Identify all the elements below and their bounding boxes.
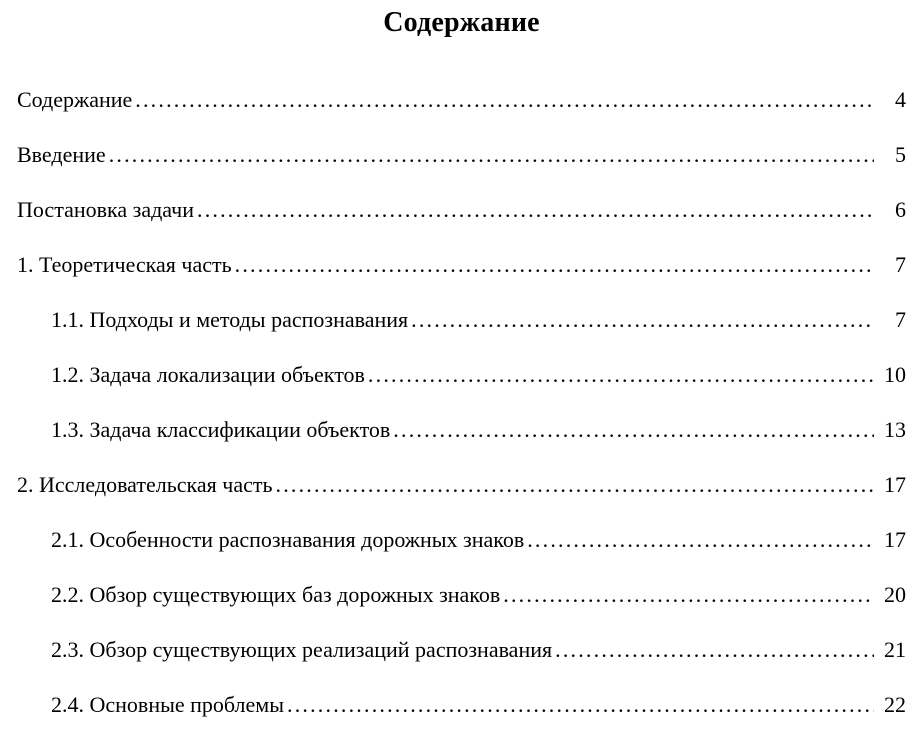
toc-leader-dots xyxy=(555,622,874,677)
toc-entry[interactable] xyxy=(17,402,906,457)
toc-leader-dots xyxy=(393,402,874,457)
toc-page-number: 7 xyxy=(895,307,906,332)
toc-entry[interactable] xyxy=(17,182,906,237)
toc-leader-dots xyxy=(109,127,874,182)
toc-entry[interactable] xyxy=(17,237,906,292)
toc-page-number: 10 xyxy=(884,362,906,387)
toc-page-number: 7 xyxy=(895,252,906,277)
toc-leader-dots xyxy=(135,72,874,127)
toc-leader-dots xyxy=(411,292,874,347)
toc-leader-dots xyxy=(197,182,874,237)
toc-entry[interactable] xyxy=(17,347,906,402)
toc-entry-label: Содержание xyxy=(17,87,133,112)
toc-entry-label: 2.2. Обзор существующих баз дорожных знаков xyxy=(51,582,501,607)
toc-leader-dots xyxy=(287,677,874,729)
toc-page-number: 4 xyxy=(895,87,906,112)
toc-entry[interactable] xyxy=(17,567,906,622)
toc-entry[interactable] xyxy=(17,292,906,347)
toc-entry[interactable] xyxy=(17,457,906,512)
toc-leader-dots xyxy=(503,567,874,622)
toc-page-number: 22 xyxy=(884,692,906,717)
toc-entry-label: 1.2. Задача локализации объектов xyxy=(51,362,365,387)
toc-page-number: 17 xyxy=(884,472,906,497)
toc-heading: Содержание xyxy=(383,7,540,38)
toc-leader-dots xyxy=(527,512,874,567)
toc-list xyxy=(17,72,906,729)
toc-entry[interactable] xyxy=(17,677,906,729)
toc-page-number: 5 xyxy=(895,142,906,167)
toc-page-number: 17 xyxy=(884,527,906,552)
toc-entry[interactable] xyxy=(17,512,906,567)
toc-page-number: 13 xyxy=(884,417,906,442)
toc-page-number: 20 xyxy=(884,582,906,607)
toc-entry-label: 2.3. Обзор существующих реализаций распознавания xyxy=(51,637,553,662)
toc-entry-label: Введение xyxy=(17,142,106,167)
toc-entry-label: 2. Исследовательская часть xyxy=(17,472,273,497)
toc-entry[interactable] xyxy=(17,72,906,127)
toc-entry-label: 2.1. Особенности распознавания дорожных знаков xyxy=(51,527,525,552)
toc-entry-label: 1.1. Подходы и методы распознавания xyxy=(51,307,409,332)
toc-entry[interactable] xyxy=(17,622,906,677)
toc-page-number: 6 xyxy=(895,197,906,222)
toc-entry[interactable] xyxy=(17,127,906,182)
toc-entry-label: 1. Теоретическая часть xyxy=(17,252,232,277)
toc-leader-dots xyxy=(235,237,874,292)
toc-entry-label: 1.3. Задача классификации объектов xyxy=(51,417,391,442)
toc-entry-label: Постановка задачи xyxy=(17,197,194,222)
toc-page-number: 21 xyxy=(884,637,906,662)
toc-entry-label: 2.4. Основные проблемы xyxy=(51,692,284,717)
toc-leader-dots xyxy=(368,347,874,402)
toc-leader-dots xyxy=(276,457,875,512)
